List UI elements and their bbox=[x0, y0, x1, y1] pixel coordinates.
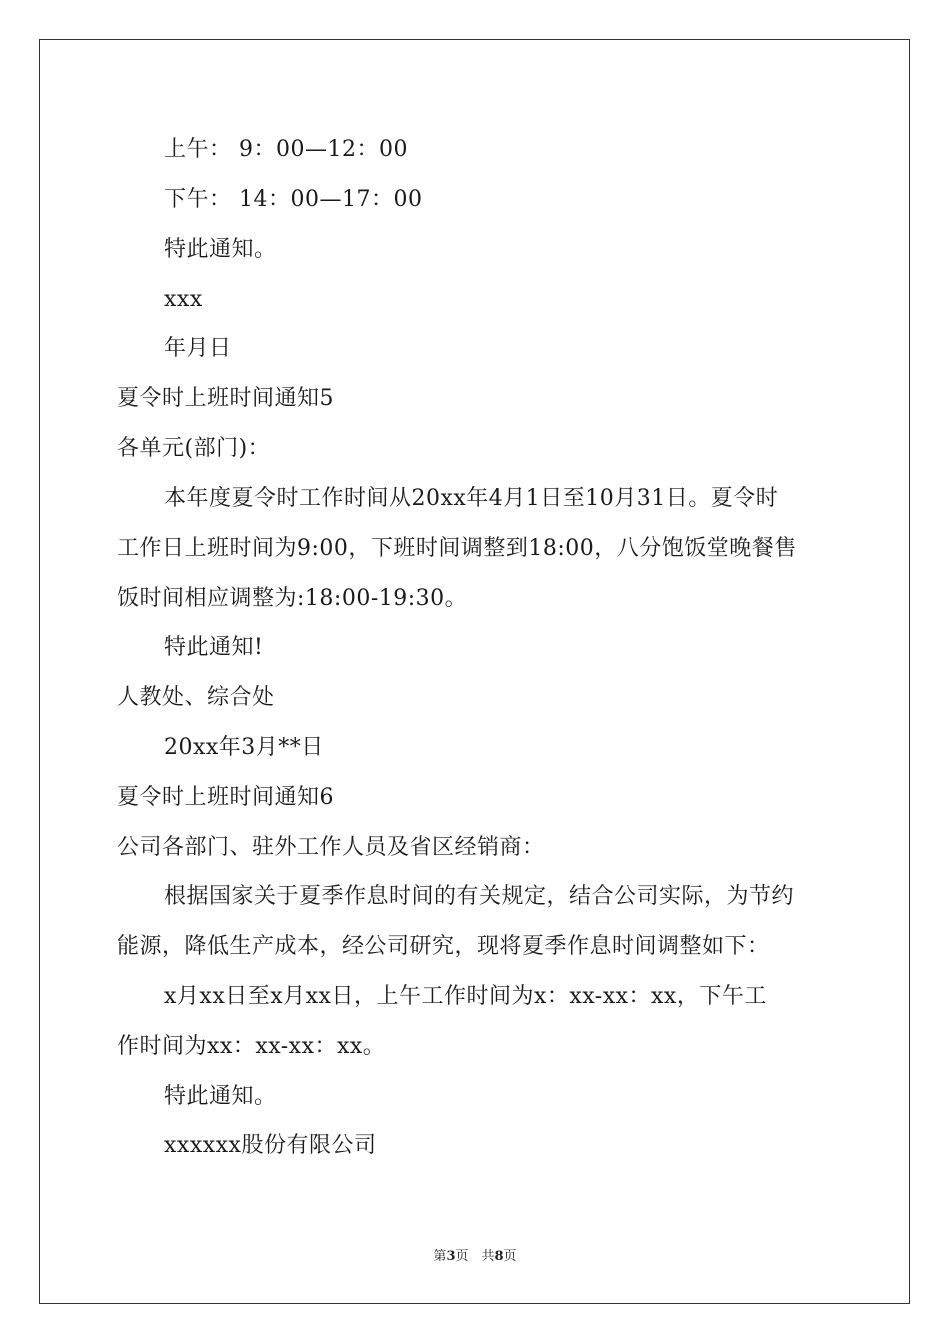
footer-prefix: 第 bbox=[433, 1249, 447, 1264]
text-line: 能源，降低生产成本，经公司研究，现将夏季作息时间调整如下： bbox=[117, 934, 770, 959]
page-frame bbox=[39, 39, 910, 1304]
signature: xxxxxx股份有限公司 bbox=[164, 1133, 377, 1158]
text-line: 下午： 14：00—17：00 bbox=[164, 187, 423, 212]
text-line: 饭时间相应调整为:18:00-19:30。 bbox=[117, 586, 468, 611]
text-line: 作时间为xx：xx-xx：xx。 bbox=[117, 1034, 386, 1059]
text-line: 工作日上班时间为9:00，下班时间调整到18:00，八分饱饭堂晚餐售 bbox=[117, 536, 797, 561]
section-heading: 夏令时上班时间通知5 bbox=[117, 386, 334, 411]
text-line: xxx bbox=[164, 287, 203, 312]
signature: 人教处、综合处 bbox=[117, 685, 275, 710]
page-footer bbox=[0, 1248, 950, 1266]
footer-suffix: 页 bbox=[503, 1249, 517, 1264]
date-line: 20xx年3月**日 bbox=[164, 735, 324, 760]
text-line: 特此通知。 bbox=[164, 237, 277, 262]
text-line: 年月日 bbox=[164, 336, 232, 361]
text-line: 根据国家关于夏季作息时间的有关规定，结合公司实际，为节约 bbox=[164, 884, 795, 909]
salutation: 各单元(部门)： bbox=[117, 436, 271, 461]
text-line: 上午： 9：00—12：00 bbox=[164, 137, 408, 162]
text-line: 特此通知。 bbox=[164, 1084, 277, 1109]
footer-page-number: 3 bbox=[446, 1249, 456, 1264]
footer-mid: 页 共 bbox=[455, 1249, 495, 1264]
text-line: 特此通知! bbox=[164, 635, 264, 660]
salutation: 公司各部门、驻外工作人员及省区经销商： bbox=[117, 835, 545, 860]
footer-total-pages: 8 bbox=[494, 1249, 504, 1264]
text-line: x月xx日至x月xx日，上午工作时间为x：xx-xx：xx，下午工 bbox=[164, 984, 767, 1009]
section-heading: 夏令时上班时间通知6 bbox=[117, 785, 334, 810]
text-line: 本年度夏令时工作时间从20xx年4月1日至10月31日。夏令时 bbox=[164, 486, 779, 511]
